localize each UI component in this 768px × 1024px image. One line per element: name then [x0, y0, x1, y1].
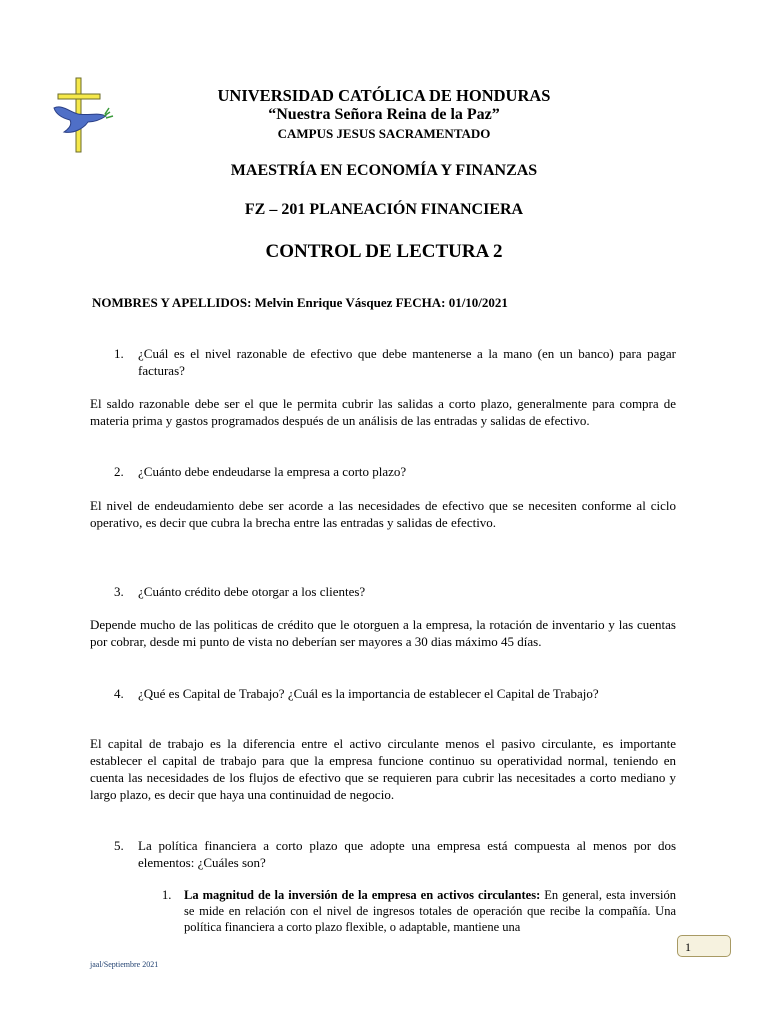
university-motto: “Nuestra Señora Reina de la Paz”	[268, 106, 500, 123]
question-text: La política financiera a corto plazo que adopte una empresa está compuesta al menos por dos elementos: ¿Cuáles son?	[138, 838, 676, 870]
footer-note: jaal/Septiembre 2021	[90, 960, 159, 969]
answer-text: Depende mucho de las politicas de crédito que le otorguen a la empresa, la rotación de inventario y las cuentas por cobrar, desde mi punto de vista no deberían ser mayores a 30 dias máximo 45 días.	[90, 617, 676, 649]
question-text: ¿Qué es Capital de Trabajo? ¿Cuál es la importancia de establecer el Capital de Trabajo?	[138, 686, 599, 701]
sub-item-heading: La magnitud de la inversión de la empresa en activos circulantes:	[184, 888, 541, 902]
program-title: MAESTRÍA EN ECONOMÍA Y FINANZAS	[230, 162, 538, 179]
question-number: 1.	[114, 346, 124, 361]
answer-text: El saldo razonable debe ser el que le permita cubrir las salidas a corto plazo, generalmente para compra de materia prima y gastos programados después de un análisis de las entradas y salidas de efectivo.	[90, 396, 676, 428]
question-number: 4.	[114, 686, 124, 701]
answer-text: El nivel de endeudamiento debe ser acorde a las necesidades de efectivo que se necesiten conforme al ciclo operativo, es decir que cubra la brecha entre las entradas y salidas de efectivo.	[90, 498, 676, 530]
question-text: ¿Cuánto crédito debe otorgar a los clientes?	[138, 584, 366, 599]
answer-text: El capital de trabajo es la diferencia entre el activo circulante menos el pasivo circulante, es importante establecer el capital de trabajo para que la empresa funcione continuo su operatividad normal, teniendo en cuenta las necesidades de los flujos de efectivo que se requieren para cubrir las necesitades a corto mediano y largo plazo, es decir que haya una continuidad de negocio.	[90, 736, 676, 802]
question-text: ¿Cuánto debe endeudarse la empresa a corto plazo?	[138, 464, 407, 479]
sub-item-text	[184, 887, 676, 935]
question-text: ¿Cuál es el nivel razonable de efectivo que debe mantenerse a la mano (en un banco) para pagar facturas?	[138, 346, 676, 378]
document-title: CONTROL DE LECTURA 2	[265, 241, 503, 262]
question-number: 2.	[114, 464, 124, 479]
question-number: 3.	[114, 584, 124, 599]
sub-item-number: 1.	[162, 888, 172, 902]
question-number: 5.	[114, 838, 124, 853]
student-line: NOMBRES Y APELLIDOS: Melvin Enrique Vásquez FECHA: 01/10/2021	[92, 295, 508, 310]
university-name: UNIVERSIDAD CATÓLICA DE HONDURAS	[217, 86, 551, 105]
course-title: FZ – 201 PLANEACIÓN FINANCIERA	[244, 201, 524, 218]
campus-name: CAMPUS JESUS SACRAMENTADO	[277, 126, 491, 141]
sub-item-body: En general, esta inversión se mide en relación con el nivel de ingresos totales de operación que recibe la compañía. Una política financiera a corto plazo flexible, o adaptable, mantiene una	[184, 888, 676, 934]
page-number: 1	[677, 935, 731, 957]
